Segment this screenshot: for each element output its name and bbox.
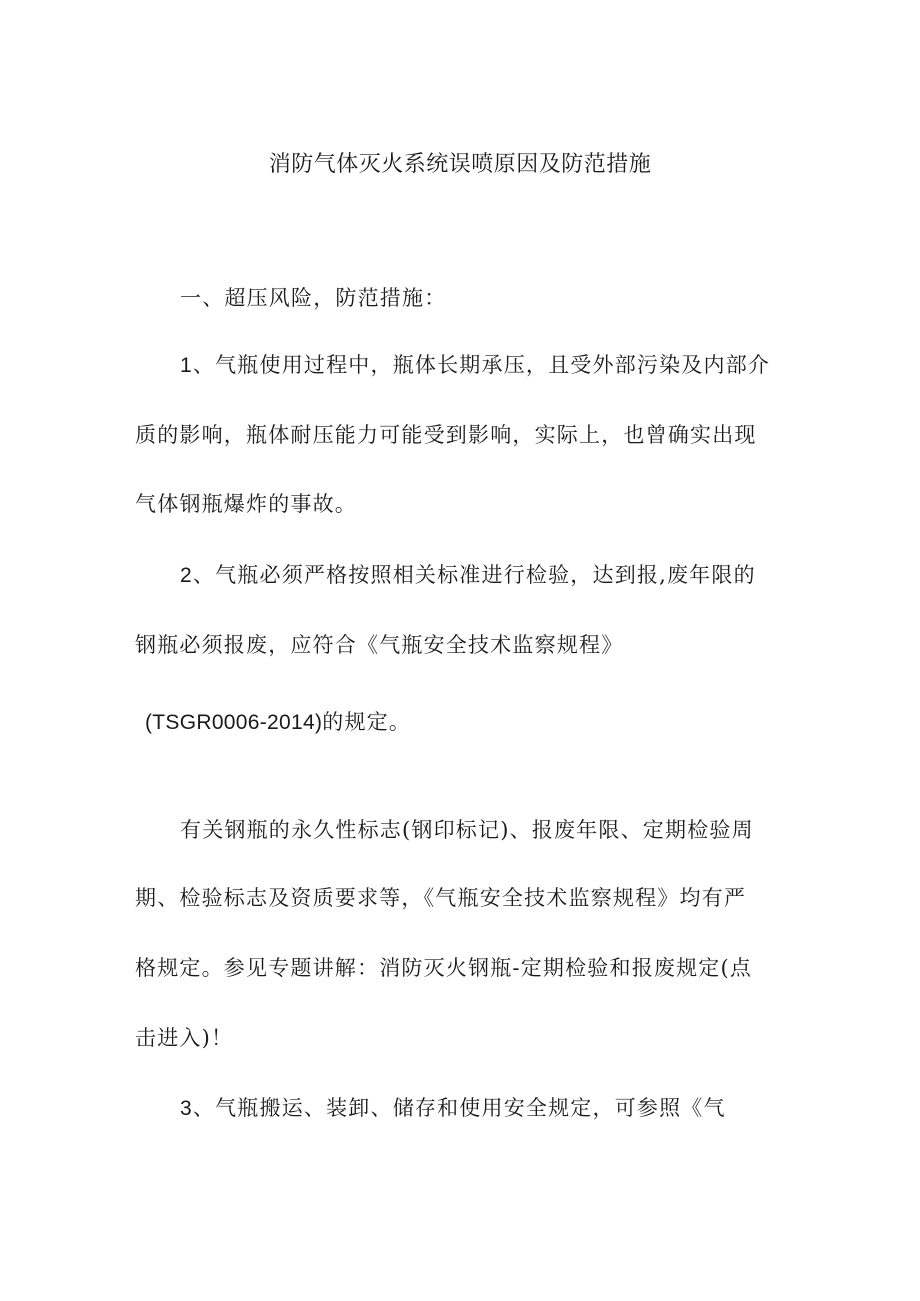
item1-line2: 质的影响，瓶体耐压能力可能受到影响，实际上，也曾确实出现	[135, 423, 757, 447]
item1-line1	[180, 350, 770, 381]
item3-line1	[180, 1093, 726, 1124]
item2-line3-text: 的规定。	[322, 710, 412, 734]
item1-number: 1	[180, 354, 193, 377]
item1-line1-text: 、气瓶使用过程中，瓶体长期承压，且受外部污染及内部介	[192, 353, 771, 377]
note-line2: 期、检验标志及资质要求等，《气瓶安全技术监察规程》均有严	[135, 886, 747, 910]
item2-line3	[145, 707, 411, 738]
item2-line2: 钢瓶必须报废，应符合《气瓶安全技术监察规程》	[135, 633, 624, 657]
item2-line1	[180, 560, 756, 591]
note-line3: 格规定。参见专题讲解：消防灭火钢瓶-定期检验和报废规定(点	[135, 956, 753, 980]
item2-number: 2	[180, 564, 193, 587]
item3-line1-text: 、气瓶搬运、装卸、储存和使用安全规定，可参照《气	[192, 1096, 726, 1120]
section-heading: 一、超压风险，防范措施：	[180, 286, 447, 310]
regulation-code: (TSGR0006-2014)	[145, 711, 323, 734]
item2-line1-text: 、气瓶必须严格按照相关标准进行检验，达到报,废年限的	[192, 563, 756, 587]
note-line1: 有关钢瓶的永久性标志(钢印标记)、报废年限、定期检验周	[180, 818, 754, 842]
item3-number: 3	[180, 1097, 193, 1120]
item1-line3: 气体钢瓶爆炸的事故。	[135, 492, 357, 516]
document-title: 消防气体灭火系统误喷原因及防范措施	[268, 152, 652, 177]
note-line4: 击进入)！	[135, 1026, 234, 1050]
